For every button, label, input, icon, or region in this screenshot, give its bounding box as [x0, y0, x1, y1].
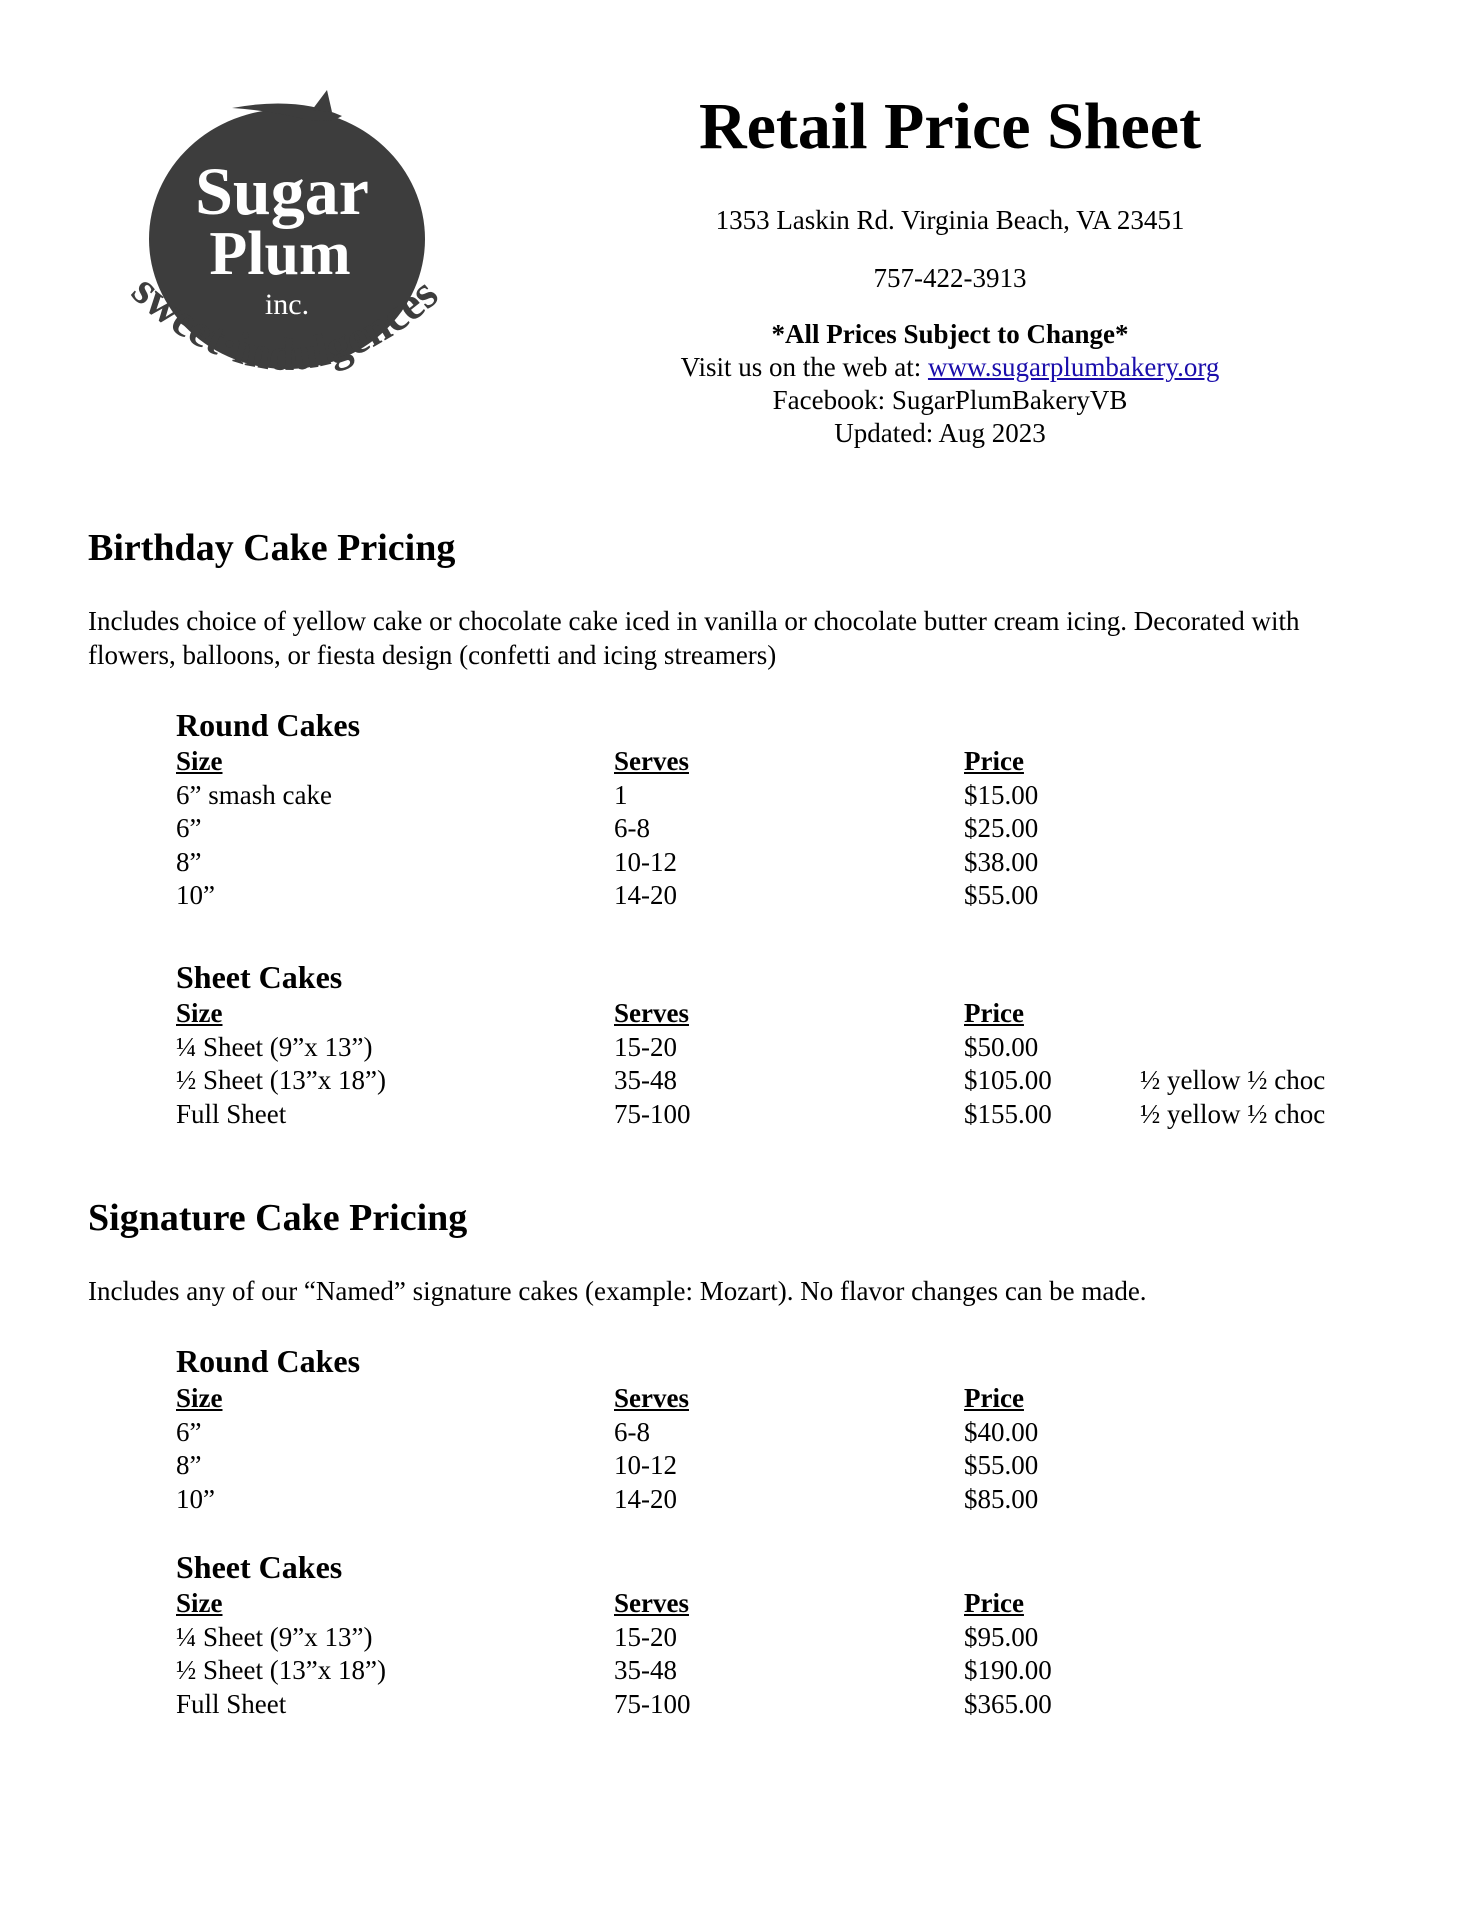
column-header-size: Size — [176, 1588, 223, 1618]
cell-price: $50.00 — [964, 1031, 1039, 1062]
cell-size: 10” — [176, 1483, 215, 1514]
cell-size: 6” — [176, 1416, 202, 1447]
cell-serves: 10-12 — [614, 1450, 677, 1481]
birthday-sheet-title: Sheet Cakes — [176, 959, 343, 995]
cell-serves: 35-48 — [614, 1065, 677, 1096]
cell-size: 8” — [176, 846, 202, 877]
cell-price: $365.00 — [964, 1688, 1052, 1719]
signature-section-title: Signature Cake Pricing — [88, 1197, 468, 1239]
cell-serves: 15-20 — [614, 1621, 677, 1652]
cell-size: ¼ Sheet (9”x 13”) — [176, 1031, 373, 1062]
column-header-size: Size — [176, 746, 223, 776]
column-header-serves: Serves — [614, 1383, 689, 1413]
cell-price: $25.00 — [964, 813, 1039, 844]
cell-serves: 75-100 — [614, 1688, 691, 1719]
table-row — [176, 1098, 1376, 1132]
cell-note: ½ yellow ½ choc — [1140, 1065, 1326, 1096]
birthday-description: Includes choice of yellow cake or chocolate cake iced in vanilla or chocolate butter cream icing. Decorated with flowers, balloons, or fiesta design (confetti and icing streamers) — [88, 606, 1300, 670]
column-header-serves: Serves — [614, 998, 689, 1028]
updated-date: Updated: Aug 2023 — [834, 418, 1046, 448]
sugar-plum-logo — [82, 86, 482, 426]
logo-tagline: sweet·indulgences — [122, 264, 448, 381]
column-header-price: Price — [964, 1383, 1024, 1413]
cell-serves: 14-20 — [614, 1483, 677, 1514]
table-header-row — [176, 997, 1376, 1031]
table-row — [176, 812, 1376, 846]
cell-size: ½ Sheet (13”x 18”) — [176, 1065, 386, 1096]
table-row — [176, 779, 1376, 813]
table-row — [176, 1654, 1376, 1688]
birthday-section-title: Birthday Cake Pricing — [88, 527, 456, 569]
column-header-size: Size — [176, 998, 223, 1028]
header-notice-block — [600, 318, 1300, 450]
cell-note: ½ yellow ½ choc — [1140, 1098, 1326, 1129]
column-header-price: Price — [964, 998, 1024, 1028]
signature-sheet-title: Sheet Cakes — [176, 1549, 343, 1585]
cell-price: $55.00 — [964, 880, 1039, 911]
table-row — [176, 1416, 1376, 1450]
table-row — [176, 1064, 1376, 1098]
cell-price: $95.00 — [964, 1621, 1039, 1652]
table-header-row — [176, 1382, 1376, 1416]
cell-price: $105.00 — [964, 1065, 1052, 1096]
table-row — [176, 1688, 1376, 1722]
facebook-line: Facebook: SugarPlumBakeryVB — [772, 385, 1128, 415]
page-title: Retail Price Sheet — [698, 90, 1202, 163]
cell-serves: 35-48 — [614, 1655, 677, 1686]
address: 1353 Laskin Rd. Virginia Beach, VA 23451 — [715, 205, 1185, 235]
cell-size: ½ Sheet (13”x 18”) — [176, 1655, 386, 1686]
cell-size: 8” — [176, 1450, 202, 1481]
phone-number: 757-422-3913 — [873, 263, 1027, 293]
column-header-size: Size — [176, 1383, 223, 1413]
table-row — [176, 879, 1376, 913]
cell-serves: 14-20 — [614, 880, 677, 911]
logo-name-line1: Sugar — [195, 153, 369, 229]
cell-size: Full Sheet — [176, 1098, 287, 1129]
table-row — [176, 846, 1376, 880]
cell-serves: 6-8 — [614, 813, 650, 844]
table-row — [176, 1483, 1376, 1517]
cell-size: ¼ Sheet (9”x 13”) — [176, 1621, 373, 1652]
cell-price: $190.00 — [964, 1655, 1052, 1686]
signature-round-table — [176, 1382, 1376, 1516]
column-header-price: Price — [964, 746, 1024, 776]
cell-serves: 6-8 — [614, 1416, 650, 1447]
website-link[interactable]: www.sugarplumbakery.org — [927, 352, 1220, 382]
cell-price: $38.00 — [964, 846, 1039, 877]
cell-price: $55.00 — [964, 1450, 1039, 1481]
birthday-round-table — [176, 745, 1376, 913]
cell-price: $85.00 — [964, 1483, 1039, 1514]
column-header-serves: Serves — [614, 746, 689, 776]
table-row — [176, 1621, 1376, 1655]
website-prefix: Visit us on the web at: — [680, 352, 928, 382]
cell-price: $155.00 — [964, 1098, 1052, 1129]
cell-size: 6” — [176, 813, 202, 844]
signature-description: Includes any of our “Named” signature cakes (example: Mozart). No flavor changes can be made. — [88, 1276, 1147, 1306]
signature-round-title: Round Cakes — [176, 1343, 361, 1379]
cell-price: $40.00 — [964, 1416, 1039, 1447]
birthday-sheet-table — [176, 997, 1376, 1131]
website-line — [600, 351, 1300, 384]
price-change-notice: *All Prices Subject to Change* — [771, 319, 1129, 349]
column-header-price: Price — [964, 1588, 1024, 1618]
table-row — [176, 1449, 1376, 1483]
cell-size: 6” smash cake — [176, 779, 332, 810]
cell-serves: 15-20 — [614, 1031, 677, 1062]
cell-serves: 1 — [614, 779, 628, 810]
signature-sheet-table — [176, 1587, 1376, 1721]
cell-price: $15.00 — [964, 779, 1039, 810]
cell-size: Full Sheet — [176, 1688, 287, 1719]
table-row — [176, 1031, 1376, 1065]
cell-size: 10” — [176, 880, 215, 911]
cell-serves: 10-12 — [614, 846, 677, 877]
table-header-row — [176, 745, 1376, 779]
logo-name-line2: Plum — [209, 220, 351, 288]
logo-suffix: inc. — [264, 288, 310, 321]
cell-serves: 75-100 — [614, 1098, 691, 1129]
birthday-round-title: Round Cakes — [176, 707, 361, 743]
column-header-serves: Serves — [614, 1588, 689, 1618]
table-header-row — [176, 1587, 1376, 1621]
